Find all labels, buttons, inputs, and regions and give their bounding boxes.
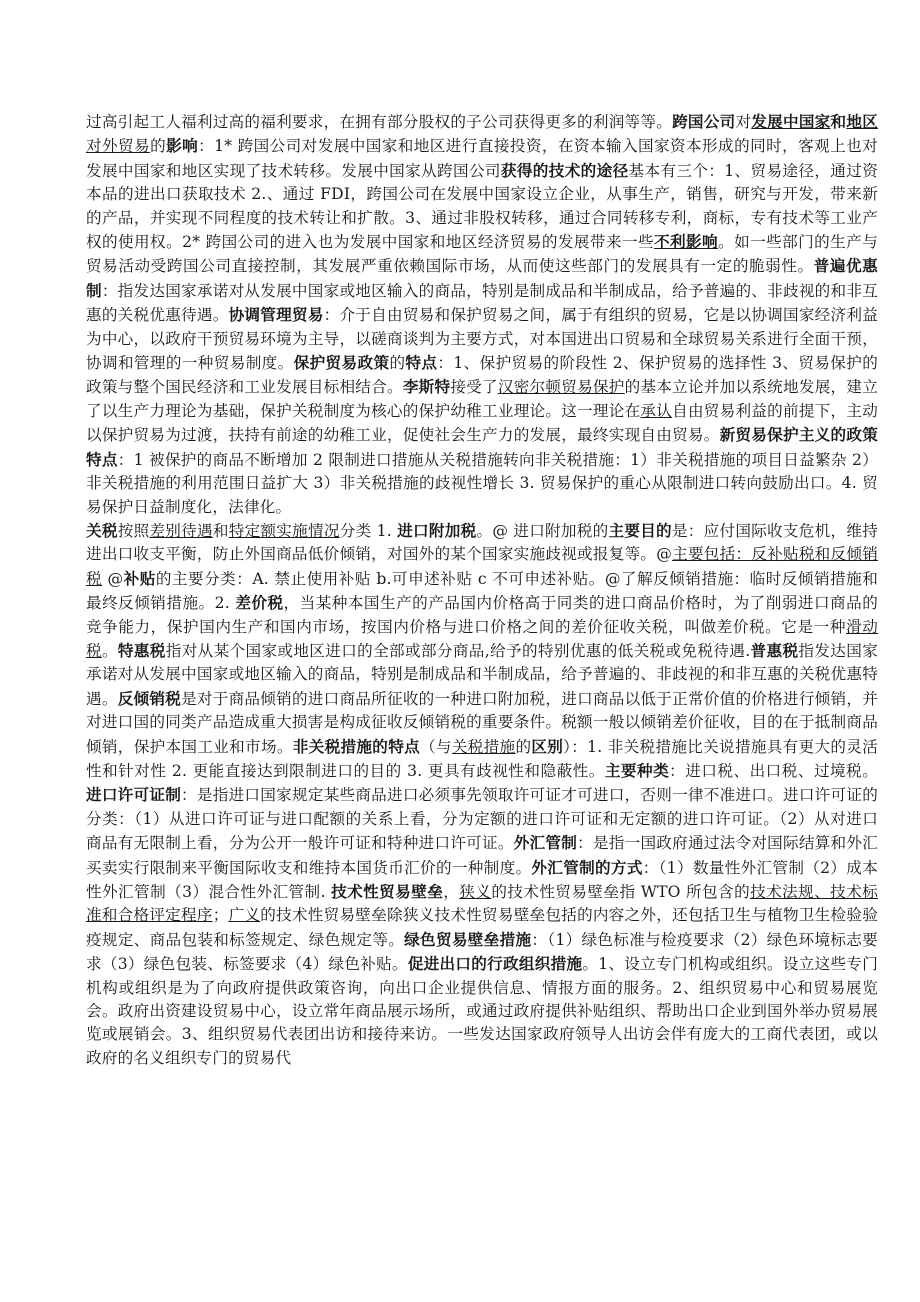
underlined-text: 狭义 — [459, 883, 492, 901]
emphasized-text: 和 — [830, 112, 847, 131]
document-body — [86, 110, 878, 1070]
body-text: 自由贸易利益的前提下，主动以保护贸易为过渡，扶持有前途的幼稚工业，促使社会生产力的发展，最终实现自由贸易。 — [86, 401, 878, 445]
body-text: 过高引起工人福利过高的福利要求，在拥有部分股权的子公司获得更多的利润等等。 — [86, 113, 673, 131]
emphasized-text: 新贸易保护主义的政策特点 — [86, 425, 878, 469]
emphasized-text: 促进出口的行政组织措施 — [407, 954, 583, 974]
emphasized-text: 外汇管制 — [513, 833, 578, 853]
underlined-text: 汉密尔顿贸易保护 — [497, 378, 625, 397]
body-text: ：（1）绿色标准与检疫要求（2）绿色环境标志要求（3）绿色包装、标签要求（4）绿色补贴。 — [86, 930, 878, 974]
text-paragraph — [86, 110, 878, 519]
body-text: （与 — [420, 737, 452, 756]
body-text: ， — [443, 883, 460, 901]
underlined-text: 特定额实施情况 — [228, 521, 340, 540]
body-text: 分类 1. — [339, 521, 398, 540]
emphasized-text: 普惠税 — [750, 640, 799, 660]
emphasized-text: 进口附加税 — [397, 520, 477, 540]
body-text: 和 — [212, 521, 229, 540]
emphasized-text: 特点 — [405, 353, 438, 373]
body-text: ：介于自由贸易和保护贸易之间，属于有组织的贸易，它是以协调国家经济利益为中心，以政府干预贸易环境为主导，以磋商谈判为主要方式，对本国进出口贸易和全球贸易关系进行全面干预，协调和管理的一种贸易制度。 — [86, 306, 878, 373]
emphasized-text: 进口许可证制 — [86, 785, 182, 805]
body-text: 基本有三个：1、贸易途径，通过资本品的进出口获取技术 2.、通过 FDI，跨国公司在发展中国家设立企业，从事生产，销售，研究与开发，带来新的产品，并实现不同程度的技术转让和扩散。3、通过非股权转移，通过合同转移专利，商标，专有技术等工业产权的使用权。2* 跨国公司的进入也为发展中国家和地区经济贸易的发展带来一些 — [86, 161, 878, 252]
body-text: 指对从某个国家或地区进口的全部或部分商品,给予的特别优惠的低关税或免税待遇. — [165, 641, 751, 660]
body-text: 是对于商品倾销的进口商品所征收的一种进口附加税，进口商品以低于正常价值的价格进行倾销，并对进口国的同类产品造成重大损害是构成征收反倾销税的重要条件。税额一般以倾销差价征收，目的在于抵制商品倾销，保护本国工业和市场。 — [86, 689, 878, 756]
body-text: ：进口税、出口税、过境税。 — [669, 761, 878, 780]
emphasized-text: 主要目的 — [608, 520, 672, 540]
body-text: 对 — [735, 113, 752, 131]
emphasized-text: 李斯特 — [402, 377, 451, 397]
emphasized-text: 不利影响 — [654, 232, 719, 252]
body-text: ：1、保护贸易的阶段性 2、保护贸易的选择性 3、贸易保护的政策与整个国民经济和工业发展目标相结合。 — [86, 354, 879, 397]
emphasized-text: 区别 — [531, 736, 564, 756]
body-text: 的技术性贸易壁垒除狭义技术性贸易壁垒包括的内容之外，还包括卫生与植物卫生检验验疫规定、商品包装和标签规定、绿色规定等。 — [86, 906, 878, 949]
body-text: @ — [102, 569, 124, 588]
underlined-text: 承认 — [640, 401, 673, 420]
body-text: ：是指进口国家规定某些商品进口必须事先领取许可证才可进口，否则一律不准进口。进口许可证的分类：（1）从进口许可证与进口配额的关系上看，分为定额的进口许可证和无定额的进口许可证。（2）从对进口商品有无限制上看，分为公开一般许可证和特种进口许可证。 — [86, 786, 878, 853]
emphasized-text: 补贴 — [123, 568, 156, 588]
emphasized-text: 跨国公司 — [672, 112, 736, 131]
body-text: ：指发达国家承诺对从发展中国家或地区输入的商品，特别是制成品和半制成品，给予普遍的、非歧视的和非互惠的关税优惠待遇。 — [86, 281, 878, 325]
body-text: 的 — [389, 354, 406, 373]
body-text: 的 — [150, 137, 167, 156]
underlined-text: 主要包括：反补贴税和反倾销税 — [86, 545, 878, 588]
body-text: 指发达国家承诺对从发展中国家或地区输入的商品，特别是制成品和半制成品，给予普遍的、非歧视的和非互惠的关税优惠特遇。 — [86, 641, 878, 708]
underlined-text: 技术法规、技术标准和合格评定程序 — [86, 883, 879, 925]
body-text: 。@ 进口附加税的 — [476, 521, 609, 540]
emphasized-text: 保护贸易政策 — [293, 353, 390, 373]
body-text: 的 — [515, 737, 532, 756]
emphasized-text: 获得的技术的途径 — [500, 160, 629, 180]
emphasized-text: 普遍优惠制 — [86, 256, 878, 300]
body-text: 。如一些部门的生产与贸易活动受跨国公司直接控制，其发展严重依赖国际市场，从而使这些部门的发展具有一定的脆弱性。 — [86, 233, 878, 276]
underlined-text: 差别待遇 — [149, 521, 213, 540]
emphasized-text: 地区 — [846, 112, 878, 131]
emphasized-text: 关税 — [86, 520, 118, 540]
underlined-text: 广义 — [228, 906, 261, 925]
body-text: 按照 — [117, 521, 150, 540]
emphasized-text: 发展中国家 — [751, 112, 831, 131]
emphasized-text: 非关税措施的特点 — [292, 736, 421, 756]
underlined-text: 滑动税 — [86, 617, 878, 660]
body-text: ：1 被保护的商品不断增加 2 限制进口措施从关税措施转向非关税措施：1）非关税措施的项目日益繁杂 2）非关税措施的利用范围日益扩大 3）非关税措施的歧视性增长 3. 贸易保护的重心从限制进口转向鼓励出口。4. 贸易保护日益制度化，法律化。 — [86, 450, 878, 516]
text-paragraph — [86, 519, 878, 1070]
emphasized-text: 技术性贸易壁垒 — [331, 882, 444, 901]
emphasized-text: 协调管理贸易 — [228, 305, 324, 325]
emphasized-text: 特惠税 — [117, 640, 166, 660]
body-text: ：1* 跨国公司对发展中国家和地区进行直接投资，在资本输入国家资本形成的同时，客观上也对发展中国家和地区实现了技术转移。发展中国家从跨国公司 — [86, 137, 878, 180]
emphasized-text: 外汇管制的方式 — [531, 857, 643, 877]
body-text: 。 — [101, 641, 118, 660]
body-text: 的基本立论并加以系统地发展，建立了以生产力理论为基础，保护关税制度为核心的保护幼稚工业理论。这一理论在 — [86, 378, 879, 420]
body-text: ：是指一国政府通过法令对国际结算和外汇买卖实行限制来平衡国际收支和维持本国货币汇价的一种制度。 — [86, 834, 878, 877]
body-text: 的技术性贸易壁垒指 WTO 所包含的 — [491, 883, 751, 901]
body-text: ，当某种本国生产的产品国内价格高于同类的进口商品价格时，为了削弱进口商品的竞争能力，保护国内生产和国内市场，按国内价格与进口价格之间的差价征收关税，叫做差价税。它是一种 — [86, 594, 878, 636]
body-text: 的主要分类：A. 禁止使用补贴 b.可申述补贴 c 不可申述补贴。@了解反倾销措施：临时反倾销措施和最终反倾销措施。2. — [86, 569, 879, 613]
underlined-text: 关税措施 — [451, 737, 516, 756]
underlined-text: 对外贸易 — [86, 137, 151, 156]
body-text: ； — [212, 906, 229, 925]
emphasized-text: 主要种类 — [604, 760, 670, 780]
emphasized-text: 影响 — [166, 136, 199, 156]
body-text: 接受了 — [450, 378, 498, 397]
emphasized-text: 差价税 — [235, 593, 284, 613]
body-text: 。1、设立专门机构或组织。设立这些专门机构或组织是为了向政府提供政策咨询，向出口企业提供信息、情报方面的服务。2、组织贸易中心和贸易展览会。政府出资建设贸易中心，设立常年商品展示场所，或通过政府提供补贴组织、帮助出口企业到国外举办贸易展览或展销会。3、组织贸易代表团出访和接待来访。一些发达国家政府领导人出访会伴有庞大的工商代表团，或以政府的名义组织专门的贸易代 — [86, 955, 879, 1067]
body-text: 是：应付国际收支危机，维持进出口收支平衡，防止外国商品低价倾销，对国外的某个国家实施歧视或报复等。@ — [86, 521, 878, 564]
emphasized-text: 绿色贸易壁垒措施 — [404, 929, 532, 949]
emphasized-text: 反倾销税 — [117, 688, 182, 708]
body-text: ：（1）数量性外汇管制（2）成本性外汇管制（3）混合性外汇管制. — [86, 858, 878, 901]
body-text: ）：1. 非关税措施比关说措施具有更大的灵活性和针对性 2. 更能直接达到限制进口的目的 3. 更具有歧视性和隐蔽性。 — [86, 737, 878, 780]
